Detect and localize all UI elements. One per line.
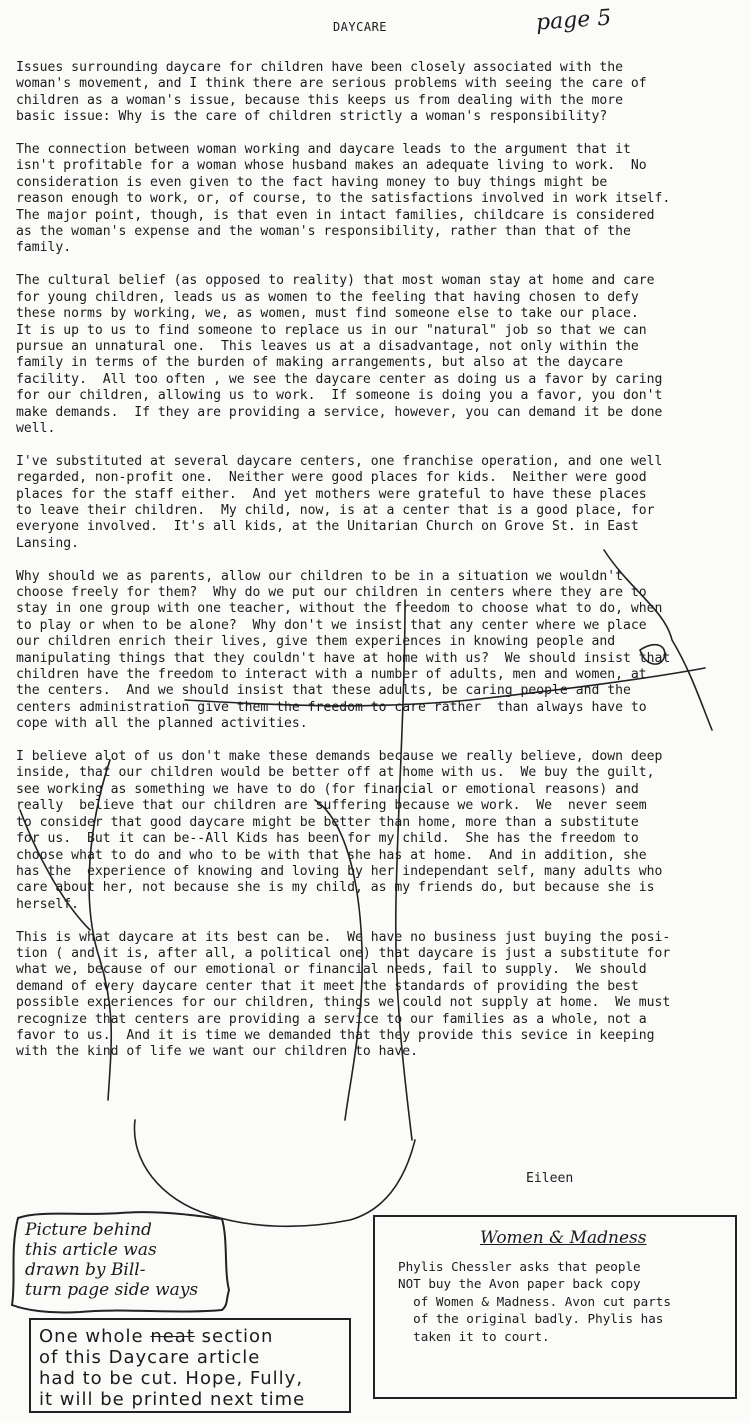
- cut-note-rest: of this Daycare article had to be cut. Hope, Fully, it will be printed next time: [39, 1347, 306, 1410]
- women-madness-body: Phylis Chessler asks that people NOT buy the Avon paper back copy of Women & Madness. Avon cut parts of the original badly. Phylis has taken it to court.: [398, 1259, 671, 1344]
- women-madness-title: Women & Madness: [480, 1228, 647, 1248]
- cut-note-struck-word: neat: [150, 1326, 195, 1347]
- page-title: DAYCARE: [332, 20, 388, 34]
- cut-note-text-b: section: [194, 1326, 274, 1347]
- page-number: page 5: [535, 5, 613, 36]
- picture-note-text: Picture behind this article was drawn by Bill- turn page side ways: [25, 1220, 199, 1300]
- drawing-line-5: [134, 1120, 415, 1226]
- article-body: Issues surrounding daycare for children have been closely associated with the woman's movement, and I think there are serious problems with seeing the care of children as a woman's issue, because this keeps us from dealing with the more basic issue: Why is the care of children strictly a woman's responsibility? The connection between woman working and daycare leads to the argument that it isn't profitable for a woman whose husband makes an adequate living to work. No consideration is even given to the fact having money to buy things might be reason enough to work, or, of course, to the satisfactions involved in work itself. The major point, though, is that even in intact families, childcare is considered as the woman's expense and the woman's responsibility, rather than that of the family. The cultural belief (as opposed to reality) that most woman stay at home and care for young children, leads us as women to the feeling that having chosen to defy these norms by working, we, as women, must find someone else to take our place. It is up to us to find someone to replace us in our "natural" job so that we can pursue an unnatural one. This leaves us at a disadvantage, not only within the family in terms of the burden of making arrangements, but also at the daycare facility. All too often , we see the daycare center as doing us a favor by caring for our children, allowing us to work. If someone is doing you a favor, you don't make demands. If they are providing a service, however, you can demand it be done well. I've substituted at several daycare centers, one franchise operation, and one well regarded, non-profit one. Neither were good places for kids. Neither were good places for the staff either. And yet mothers were grateful to have these places to leave their children. My child, now, is at a center that is a good place, for everyone involved. It's all kids, at the Unitarian Church on Grove St. in East Lansing. Why should we as parents, allow our children to be in a situation we wouldn't choose freely for them? Why do we put our children in centers where they are to stay in one group with one teacher, without the freedom to choose what to do, when to play or when to be alone? Why don't we insist that any center where we place our children enrich their lives, give them experiences in knowing people and manipulating things that they couldn't have at home with us? We should insist that children have the freedom to interact with a number of adults, men and women, at the centers. And we should insist that these adults, be caring people and the centers administration give them the freedom to care rather than always have to cope with all the planned activities. I believe alot of us don't make these demands because we really believe, down deep inside, that our children would be better off at home with us. We buy the guilt, see working as something we have to do (for financial or emotional reasons) and really believe that our children are suffering because we work. We never seem to consider that good daycare might be better than home, more than a substitute for us. But it can be--All Kids has been for my child. She has the freedom to choose what to do and who to be with that she has at home. And in addition, she has the experience of knowing and loving by her independant self, many adults who care about her, not because she is my child, as my friends do, but because she is herself. This is what daycare at its best can be. We have no business just buying the posi- tion ( and it is, after all, a political one) that daycare is just a substitute for what we, because of our emotional or financial needs, fail to supply. We should demand of every daycare center that it meet the standards of providing the best possible experiences for our children, things we could not supply at home. We must recognize that centers are providing a service to our families as a whole, not a favor to us. And it is time we demanded that they provide this sevice in keeping with the kind of life we want our children to have.: [16, 60, 671, 1060]
- cut-note-text-a: One whole: [39, 1326, 151, 1347]
- picture-note: [15, 1214, 223, 1306]
- cut-note: [29, 1318, 351, 1413]
- article-author: Eileen: [526, 1171, 574, 1186]
- cut-note-first-line: [39, 1326, 341, 1347]
